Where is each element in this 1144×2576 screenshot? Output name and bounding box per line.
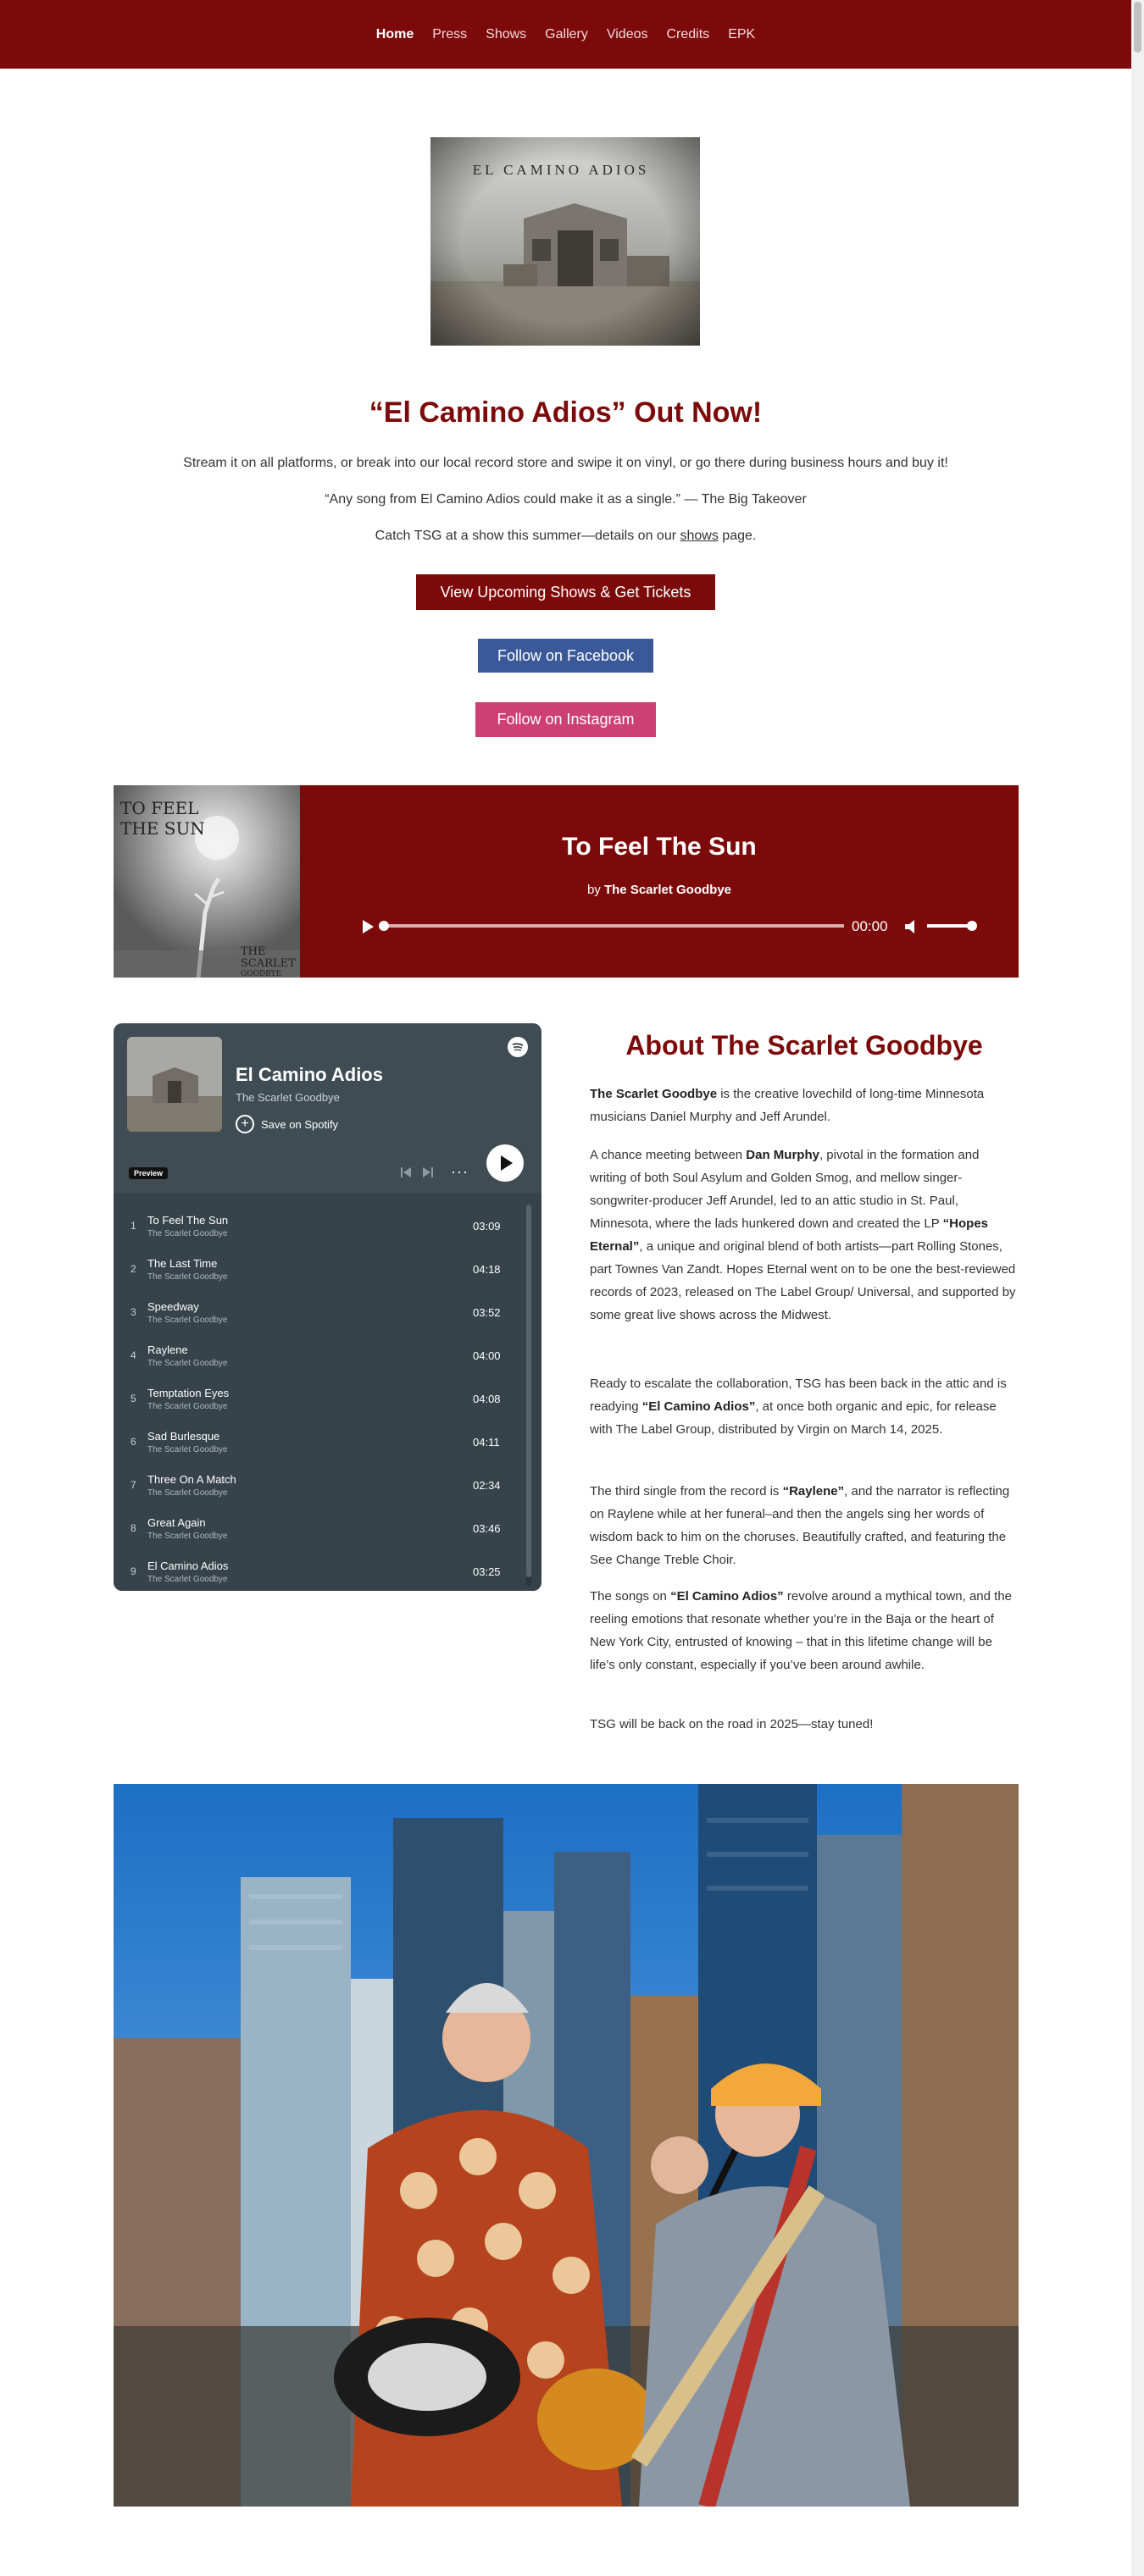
tracklist-scrollbar[interactable] <box>526 1205 531 1586</box>
track-number: 8 <box>131 1522 136 1534</box>
hero-quote: “Any song from El Camino Adios could make it as a single.” — The Big Takeover <box>325 492 807 507</box>
cover-title-text: TO FEEL <box>120 798 199 818</box>
spotify-artist[interactable]: The Scarlet Goodbye <box>236 1091 340 1104</box>
main-nav <box>0 0 1131 69</box>
tracklist-scroll-thumb[interactable] <box>526 1205 531 1577</box>
nav-credits[interactable]: Credits <box>666 26 710 42</box>
track-number: 5 <box>131 1393 136 1404</box>
cover-artist-text: THE <box>241 945 266 958</box>
about-bold: “Hopes Eternal” <box>590 1216 989 1254</box>
about-bold: “El Camino Adios” <box>641 1399 756 1414</box>
track-duration: 04:00 <box>473 1349 501 1362</box>
spotify-play-button[interactable] <box>486 1144 524 1182</box>
about-paragraph-2 <box>590 1144 1019 1327</box>
about-text: The songs on <box>590 1589 671 1604</box>
page-scrollbar[interactable] <box>1131 0 1144 2576</box>
track-row[interactable] <box>114 1377 529 1421</box>
track-artist: The Scarlet Goodbye <box>147 1445 228 1454</box>
about-paragraph-6: TSG will be back on the road in 2025—stay tuned! <box>590 1717 874 1731</box>
track-artist: The Scarlet Goodbye <box>147 1532 228 1541</box>
track-name: Great Again <box>147 1516 206 1529</box>
tracklist <box>114 1193 541 1591</box>
spotify-album-title[interactable]: El Camino Adios <box>236 1064 383 1085</box>
hero-stream-text: Stream it on all platforms, or break into our local record store and swipe it on vinyl, or go there during business hours and buy it! <box>183 456 948 470</box>
nav-epk[interactable]: EPK <box>728 26 756 42</box>
next-track-icon[interactable] <box>420 1165 436 1180</box>
track-row[interactable] <box>114 1550 529 1591</box>
volume-knob[interactable] <box>967 921 977 931</box>
track-duration: 03:52 <box>473 1306 501 1319</box>
track-duration: 02:34 <box>473 1479 501 1492</box>
track-artist: The Scarlet Goodbye <box>603 883 732 897</box>
track-artist-line <box>300 883 1019 897</box>
track-artist: The Scarlet Goodbye <box>147 1316 228 1325</box>
about-text: , at once both organic and epic, for release with The Label Group, distributed by Virgin on March 14, 2025. <box>590 1399 997 1437</box>
about-text: is the creative lovechild of long-time Minnesota musicians Daniel Murphy and Jeff Arundel. <box>590 1087 985 1124</box>
track-row[interactable] <box>114 1334 529 1377</box>
track-number: 7 <box>131 1479 136 1491</box>
track-number: 1 <box>131 1220 136 1232</box>
view-shows-button[interactable]: View Upcoming Shows & Get Tickets <box>416 574 715 610</box>
track-by-prefix: by <box>586 883 604 897</box>
track-number: 6 <box>131 1436 136 1448</box>
track-duration: 04:18 <box>473 1263 501 1276</box>
play-icon[interactable] <box>359 918 376 935</box>
track-row[interactable] <box>114 1421 529 1464</box>
track-row[interactable] <box>114 1507 529 1550</box>
plus-circle-icon: + <box>236 1115 254 1133</box>
track-row[interactable] <box>114 1291 529 1334</box>
cover-artist-text-2: SCARLET <box>241 957 296 970</box>
band-live-photo <box>114 1784 1019 2507</box>
about-bold: “Raylene” <box>782 1484 845 1499</box>
track-number: 2 <box>131 1263 136 1275</box>
volume-icon[interactable] <box>903 917 922 936</box>
about-bold: The Scarlet Goodbye <box>590 1087 718 1101</box>
track-duration: 03:46 <box>473 1522 501 1535</box>
track-artist: The Scarlet Goodbye <box>147 1488 228 1498</box>
track-duration: 03:09 <box>473 1220 501 1233</box>
follow-facebook-button[interactable]: Follow on Facebook <box>478 639 653 673</box>
about-paragraph-1 <box>590 1083 1019 1128</box>
previous-track-icon[interactable] <box>398 1165 414 1180</box>
play-icon <box>486 1144 524 1182</box>
track-name: Temptation Eyes <box>147 1387 230 1399</box>
track-row[interactable] <box>114 1248 529 1291</box>
about-text: Ready to escalate the collaboration, TSG has been back in the attic and is readying <box>590 1377 1007 1414</box>
hero-shows-suffix: page. <box>718 529 757 543</box>
track-artist: The Scarlet Goodbye <box>147 1229 228 1238</box>
about-text: , a unique and original blend of both artists—part Rolling Stones, part Townes Van Zandt. Hopes Eternal went on to be one the best-reviewed records of 2023, released on The Label Group/ Universal, and supported by some great live shows across the Midwest. <box>590 1239 1016 1322</box>
track-duration: 04:11 <box>473 1436 500 1449</box>
single-cover-image <box>114 785 300 978</box>
nav-videos[interactable]: Videos <box>606 26 648 42</box>
nav-home[interactable]: Home <box>375 26 414 42</box>
about-paragraph-3 <box>590 1372 1019 1441</box>
track-title: To Feel The Sun <box>562 833 757 861</box>
spotify-logo-icon[interactable] <box>508 1037 528 1057</box>
about-text: , and the narrator is reflecting on Raylene while at her funeral–and then the angels sing her words of wisdom back to him on the choruses. Beautifully crafted, and featuring the See Change Treble Choir. <box>590 1484 1010 1567</box>
nav-shows[interactable]: Shows <box>486 26 527 42</box>
track-name: Sad Burlesque <box>147 1430 220 1443</box>
track-artist: The Scarlet Goodbye <box>147 1272 228 1282</box>
track-duration: 03:25 <box>473 1565 501 1578</box>
album-cover-image <box>430 137 700 346</box>
about-text: A chance meeting between <box>590 1148 747 1162</box>
preview-badge: Preview <box>129 1167 168 1179</box>
about-paragraph-4 <box>590 1480 1019 1571</box>
hero-shows-prefix: Catch TSG at a show this summer—details on our <box>375 529 680 543</box>
current-time: 00:00 <box>852 918 888 934</box>
about-text: , pivotal in the formation and writing of both Soul Asylum and Golden Smog, and mellow singer-songwriter-producer Jeff Arundel, led to an attic studio in St. Paul, Minnesota, where the lads hunkered down and created the LP <box>590 1148 980 1231</box>
track-row[interactable] <box>114 1205 529 1248</box>
track-number: 3 <box>131 1306 136 1318</box>
about-text: revolve around a mythical town, and the reeling emotions that resonate whether you’re in the Baja or the heart of New York City, entrusted of knowing – that in this lifetime change will be life’s only constant, especially if you’ve been around awhile. <box>590 1589 1013 1672</box>
track-number: 4 <box>131 1349 136 1361</box>
about-heading: About The Scarlet Goodbye <box>625 1030 983 1061</box>
cover-title-text-2: THE SUN <box>120 818 205 839</box>
progress-knob[interactable] <box>379 921 389 931</box>
scrollbar-thumb[interactable] <box>1134 2 1141 53</box>
about-text: The third single from the record is <box>590 1484 783 1499</box>
about-bold: Dan Murphy <box>746 1148 819 1162</box>
spotify-save-button[interactable] <box>236 1115 338 1133</box>
hero-shows-text <box>0 529 1131 544</box>
track-name: Three On A Match <box>147 1473 236 1486</box>
about-paragraph-5 <box>590 1585 1019 1676</box>
audio-player <box>114 785 1019 978</box>
more-options-icon[interactable]: ··· <box>451 1163 469 1180</box>
track-name: Speedway <box>147 1300 199 1313</box>
shows-link[interactable]: shows <box>680 529 719 543</box>
cover-artist-text-3: GOODBYE <box>241 970 282 978</box>
volume-slider[interactable] <box>927 924 973 928</box>
track-name: El Camino Adios <box>147 1559 229 1572</box>
progress-bar[interactable] <box>383 924 844 928</box>
save-label: Save on Spotify <box>261 1117 339 1131</box>
track-row[interactable] <box>114 1464 529 1507</box>
track-artist: The Scarlet Goodbye <box>147 1402 228 1411</box>
nav-gallery[interactable]: Gallery <box>545 26 588 42</box>
track-name: The Last Time <box>147 1257 218 1270</box>
spotify-album-art <box>127 1037 222 1132</box>
track-name: To Feel The Sun <box>147 1214 229 1227</box>
about-bold: “El Camino Adios” <box>670 1589 784 1604</box>
page-headline: “El Camino Adios” Out Now! <box>369 396 763 429</box>
track-name: Raylene <box>147 1343 188 1356</box>
track-artist: The Scarlet Goodbye <box>147 1575 228 1584</box>
follow-instagram-button[interactable]: Follow on Instagram <box>475 702 656 737</box>
track-number: 9 <box>131 1565 136 1577</box>
track-artist: The Scarlet Goodbye <box>147 1359 228 1368</box>
spotify-embed <box>114 1023 541 1591</box>
album-art-text: EL CAMINO ADIOS <box>472 162 650 178</box>
nav-press[interactable]: Press <box>432 26 468 42</box>
track-duration: 04:08 <box>473 1393 501 1405</box>
